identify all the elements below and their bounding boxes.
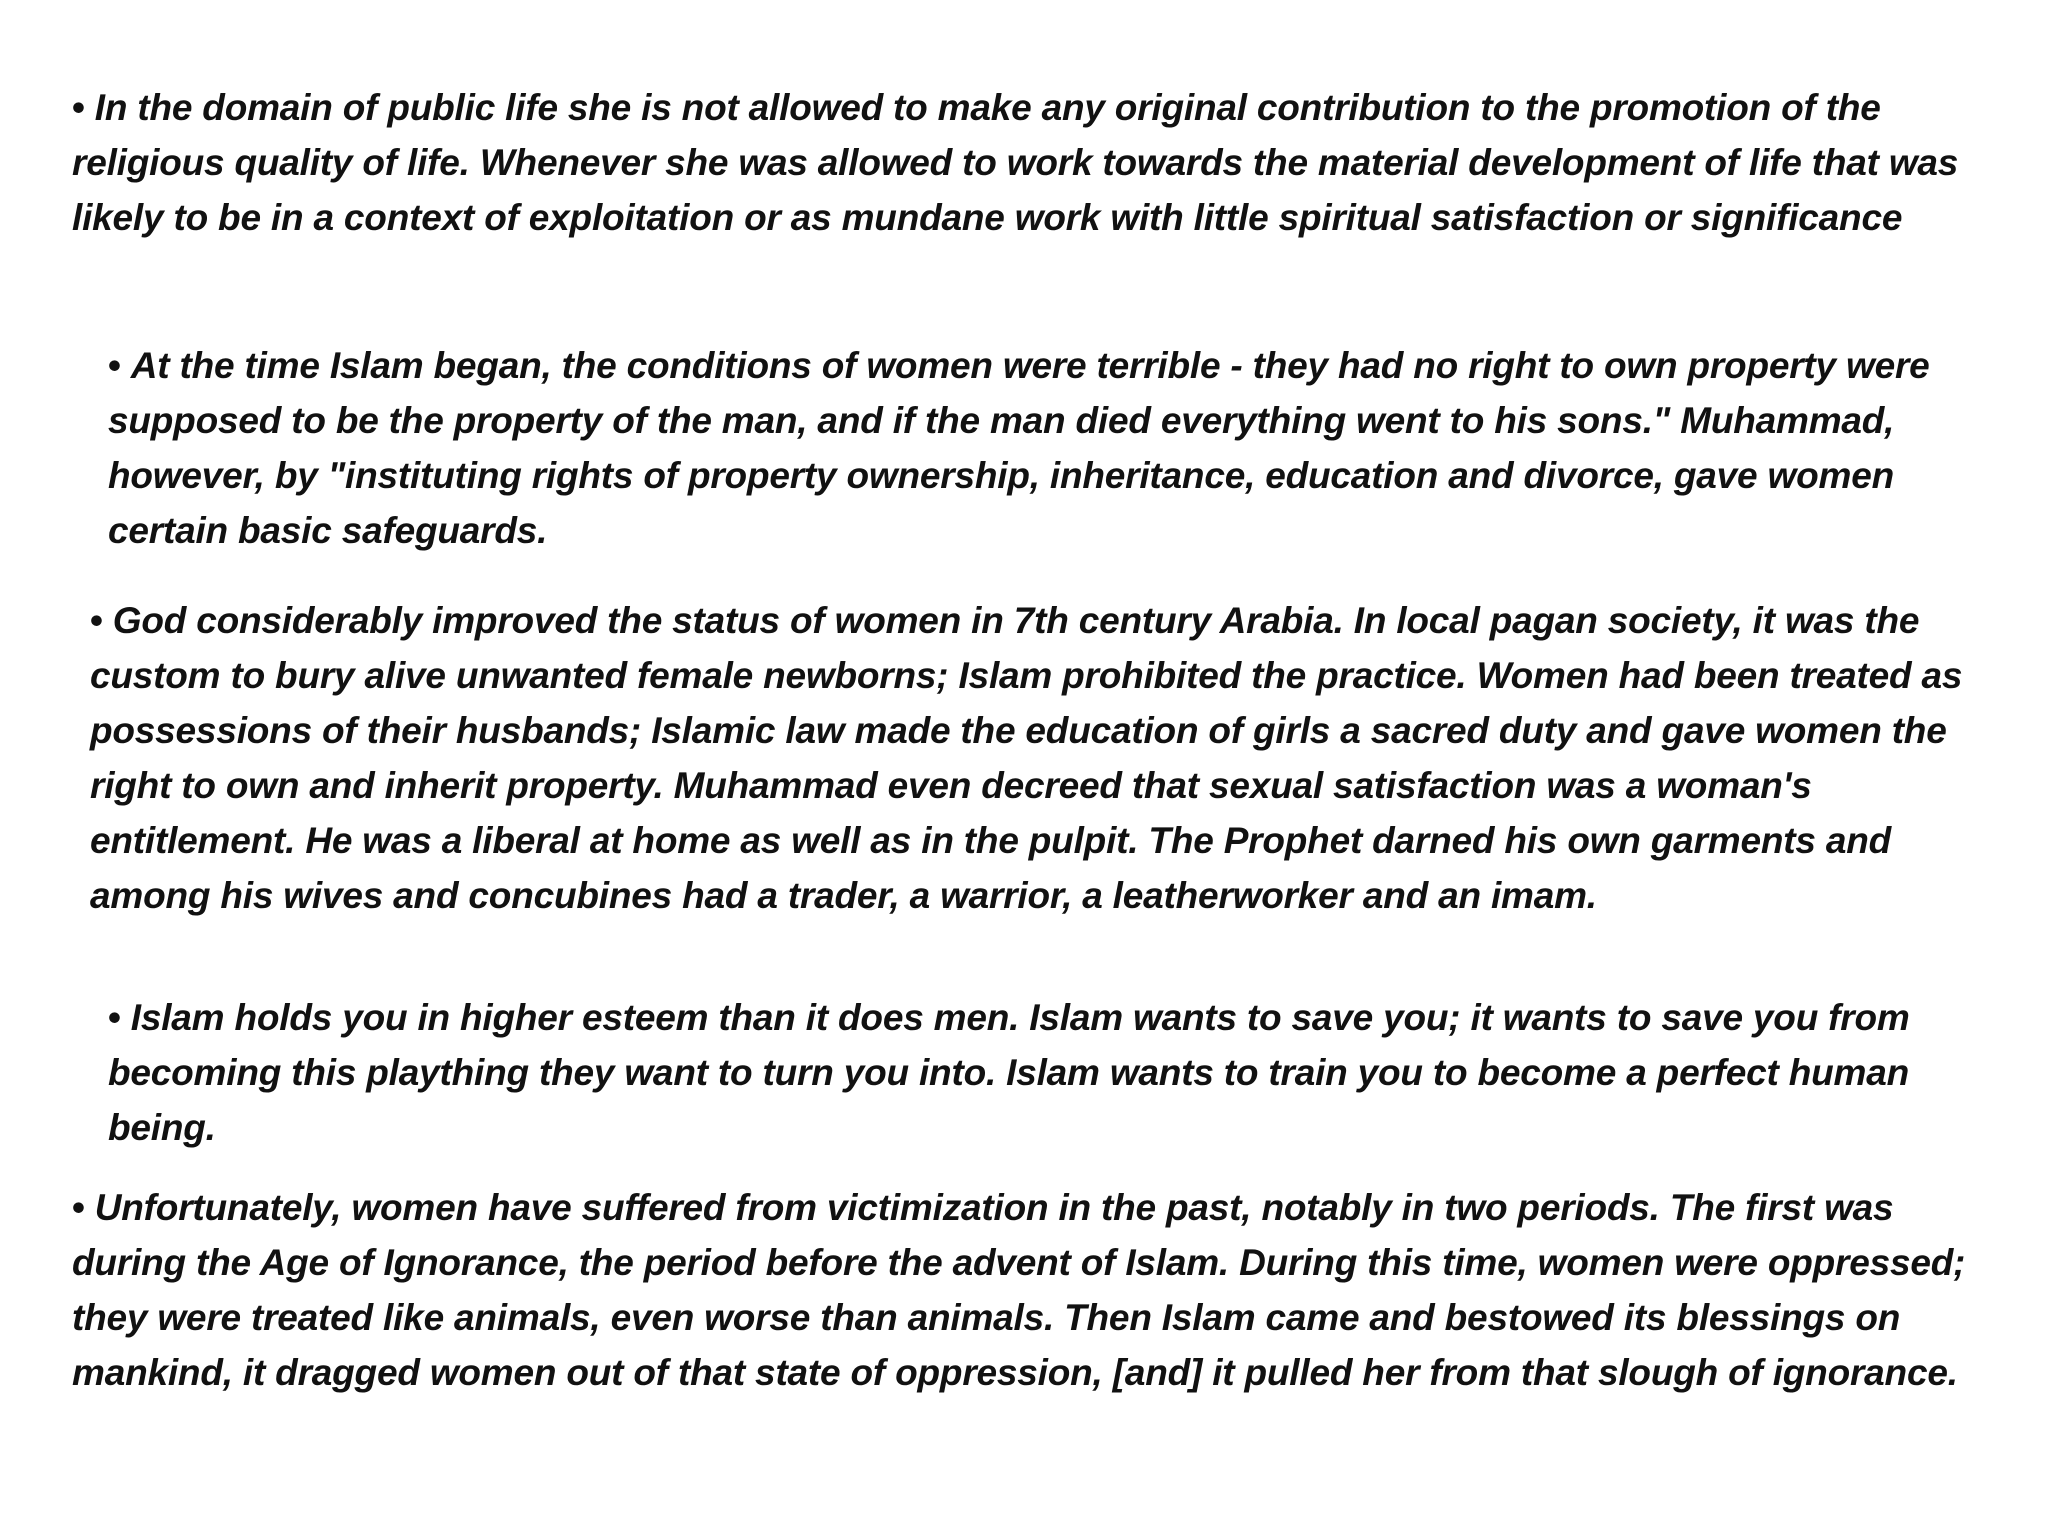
bullet-text: God considerably improved the status of women in 7th century Arabia. In local pagan society, it was the custom to bury alive unwanted female newborns; Islam prohibited the practice. Women had been treated as possessions of their husbands; Islamic law made the education of girls a sacred duty and gave women the right to own and inherit property. Muhammad even decreed that sexual satisfaction was a woman's entitlement. He was a liberal at home as well as in the pulpit. The Prophet darned his own garments and among his wives and concubines had a trader, a warrior, a leatherworker and an imam. xyxy=(90,600,1963,916)
bullet-paragraph-status-of-women xyxy=(90,593,2005,923)
bullet-text: At the time Islam began, the conditions of women were terrible - they had no right to own property were supposed to be the property of the man, and if the man died everything went to his sons." Muhammad, however, by "instituting rights of property ownership, inheritance, education and divorce, gave women certain basic safeguards. xyxy=(108,345,1930,551)
bullet-paragraph-higher-esteem xyxy=(108,990,2008,1155)
bullet-icon: • xyxy=(108,345,121,386)
bullet-paragraph-public-life xyxy=(72,80,1992,245)
bullet-text: Unfortunately, women have suffered from victimization in the past, notably in two periods. The first was during the Age of Ignorance, the period before the advent of Islam. During this time, women were oppressed; they were treated like animals, even worse than animals. Then Islam came and bestowed its blessings on mankind, it dragged women out of that state of oppression, [and] it pulled her from that slough of ignorance. xyxy=(72,1187,1966,1393)
bullet-paragraph-victimization xyxy=(72,1180,1992,1400)
bullet-icon: • xyxy=(108,997,121,1038)
bullet-text: Islam holds you in higher esteem than it does men. Islam wants to save you; it wants to save you from becoming this plaything they want to turn you into. Islam wants to train you to become a perfect human being. xyxy=(108,997,1910,1148)
bullet-icon: • xyxy=(72,87,85,128)
bullet-paragraph-conditions-of-women xyxy=(108,338,2008,558)
bullet-icon: • xyxy=(90,600,103,641)
bullet-text: In the domain of public life she is not allowed to make any original contribution to the promotion of the religious quality of life. Whenever she was allowed to work towards the material development of life that was likely to be in a context of exploitation or as mundane work with little spiritual satisfaction or significance xyxy=(72,87,1959,238)
bullet-icon: • xyxy=(72,1187,85,1228)
